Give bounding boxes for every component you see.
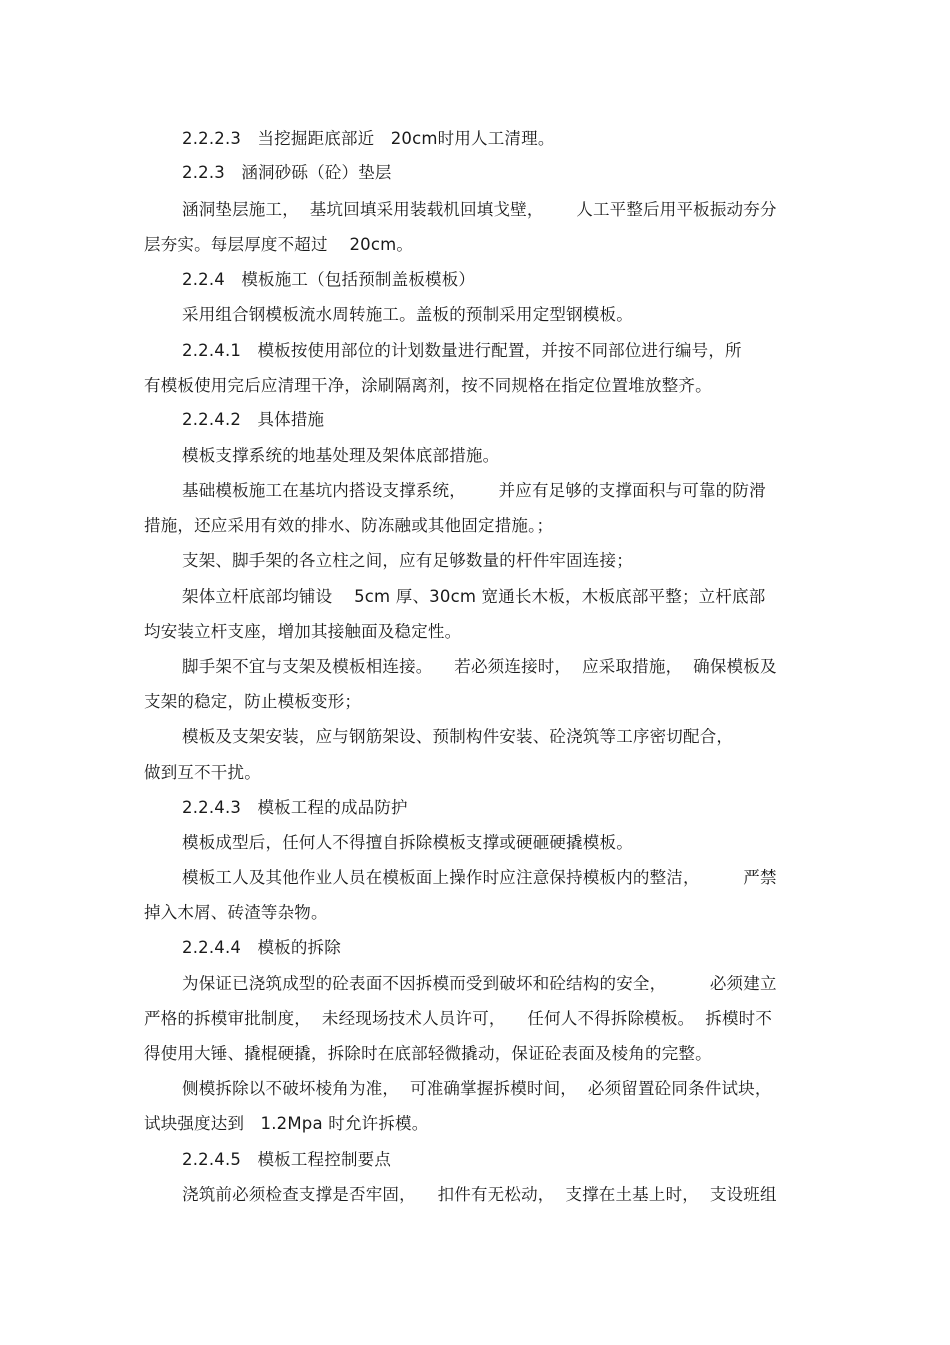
- paragraph-line: 侧模拆除以不破坏棱角为准， 可准确掌握拆模时间， 必须留置砼同条件试块，: [182, 1079, 772, 1098]
- heading-2-2-4-2: 2.2.4.2 具体措施: [182, 410, 325, 429]
- paragraph-line: 做到互不干扰。: [144, 763, 261, 782]
- paragraph-line: 支架、脚手架的各立柱之间，应有足够数量的杆件牢固连接；: [182, 551, 633, 570]
- paragraph-line: 掉入木屑、砖渣等杂物。: [144, 903, 328, 922]
- paragraph-line: 支架的稳定，防止模板变形；: [144, 692, 362, 711]
- heading-2-2-4-3: 2.2.4.3 模板工程的成品防护: [182, 798, 408, 817]
- heading-2-2-3: 2.2.3 涵洞砂砾（砼）垫层: [182, 163, 392, 182]
- paragraph-line: 模板支撑系统的地基处理及架体底部措施。: [182, 446, 500, 465]
- paragraph-line: 措施，还应采用有效的排水、防冻融或其他固定措施。；: [144, 516, 554, 535]
- paragraph-line: 涵洞垫层施工， 基坑回填采用装载机回填戈壁， 人工平整后用平板振动夯分: [182, 200, 777, 219]
- paragraph-line: 模板工人及其他作业人员在模板面上操作时应注意保持模板内的整洁， 严禁: [182, 868, 777, 887]
- heading-2-2-4-4: 2.2.4.4 模板的拆除: [182, 938, 341, 957]
- paragraph-line: 模板成型后，任何人不得擅自拆除模板支撑或硬砸硬撬模板。: [182, 833, 633, 852]
- heading-2-2-4: 2.2.4 模板施工（包括预制盖板模板）: [182, 270, 476, 289]
- heading-2-2-2-3: 2.2.2.3 当挖掘距底部近 20cm时用人工清理。: [182, 129, 555, 148]
- paragraph-line: 基础模板施工在基坑内搭设支撑系统， 并应有足够的支撑面积与可靠的防滑: [182, 481, 766, 500]
- paragraph-line: 为保证已浇筑成型的砼表面不因拆模而受到破坏和砼结构的安全， 必须建立: [182, 974, 777, 993]
- paragraph-line: 严格的拆模审批制度， 未经现场技术人员许可， 任何人不得拆除模板。 拆模时不: [144, 1009, 773, 1028]
- paragraph-line: 架体立杆底部均铺设 5cm 厚、30cm 宽通长木板，木板底部平整；立杆底部: [182, 587, 766, 606]
- paragraph-line: 采用组合钢模板流水周转施工。盖板的预制采用定型钢模板。: [182, 305, 633, 324]
- paragraph-line: 脚手架不宜与支架及模板相连接。 若必须连接时， 应采取措施， 确保模板及: [182, 657, 777, 676]
- heading-2-2-4-1: 2.2.4.1 模板按使用部位的计划数量进行配置，并按不同部位进行编号，所: [182, 341, 742, 360]
- paragraph-line: 得使用大锤、撬棍硬撬，拆除时在底部轻微撬动，保证砼表面及棱角的完整。: [144, 1044, 712, 1063]
- paragraph-line: 试块强度达到 1.2Mpa 时允许拆模。: [144, 1114, 429, 1133]
- paragraph-line: 浇筑前必须检查支撑是否牢固， 扣件有无松动， 支撑在土基上时， 支设班组: [182, 1185, 777, 1204]
- paragraph-line: 层夯实。每层厚度不超过 20cm。: [144, 235, 414, 254]
- paragraph-line: 均安装立杆支座，增加其接触面及稳定性。: [144, 622, 462, 641]
- paragraph-line: 模板及支架安装，应与钢筋架设、预制构件安装、砼浇筑等工序密切配合，: [182, 727, 734, 746]
- heading-2-2-4-5: 2.2.4.5 模板工程控制要点: [182, 1150, 392, 1169]
- paragraph-line: 有模板使用完后应清理干净，涂刷隔离剂，按不同规格在指定位置堆放整齐。: [144, 376, 712, 395]
